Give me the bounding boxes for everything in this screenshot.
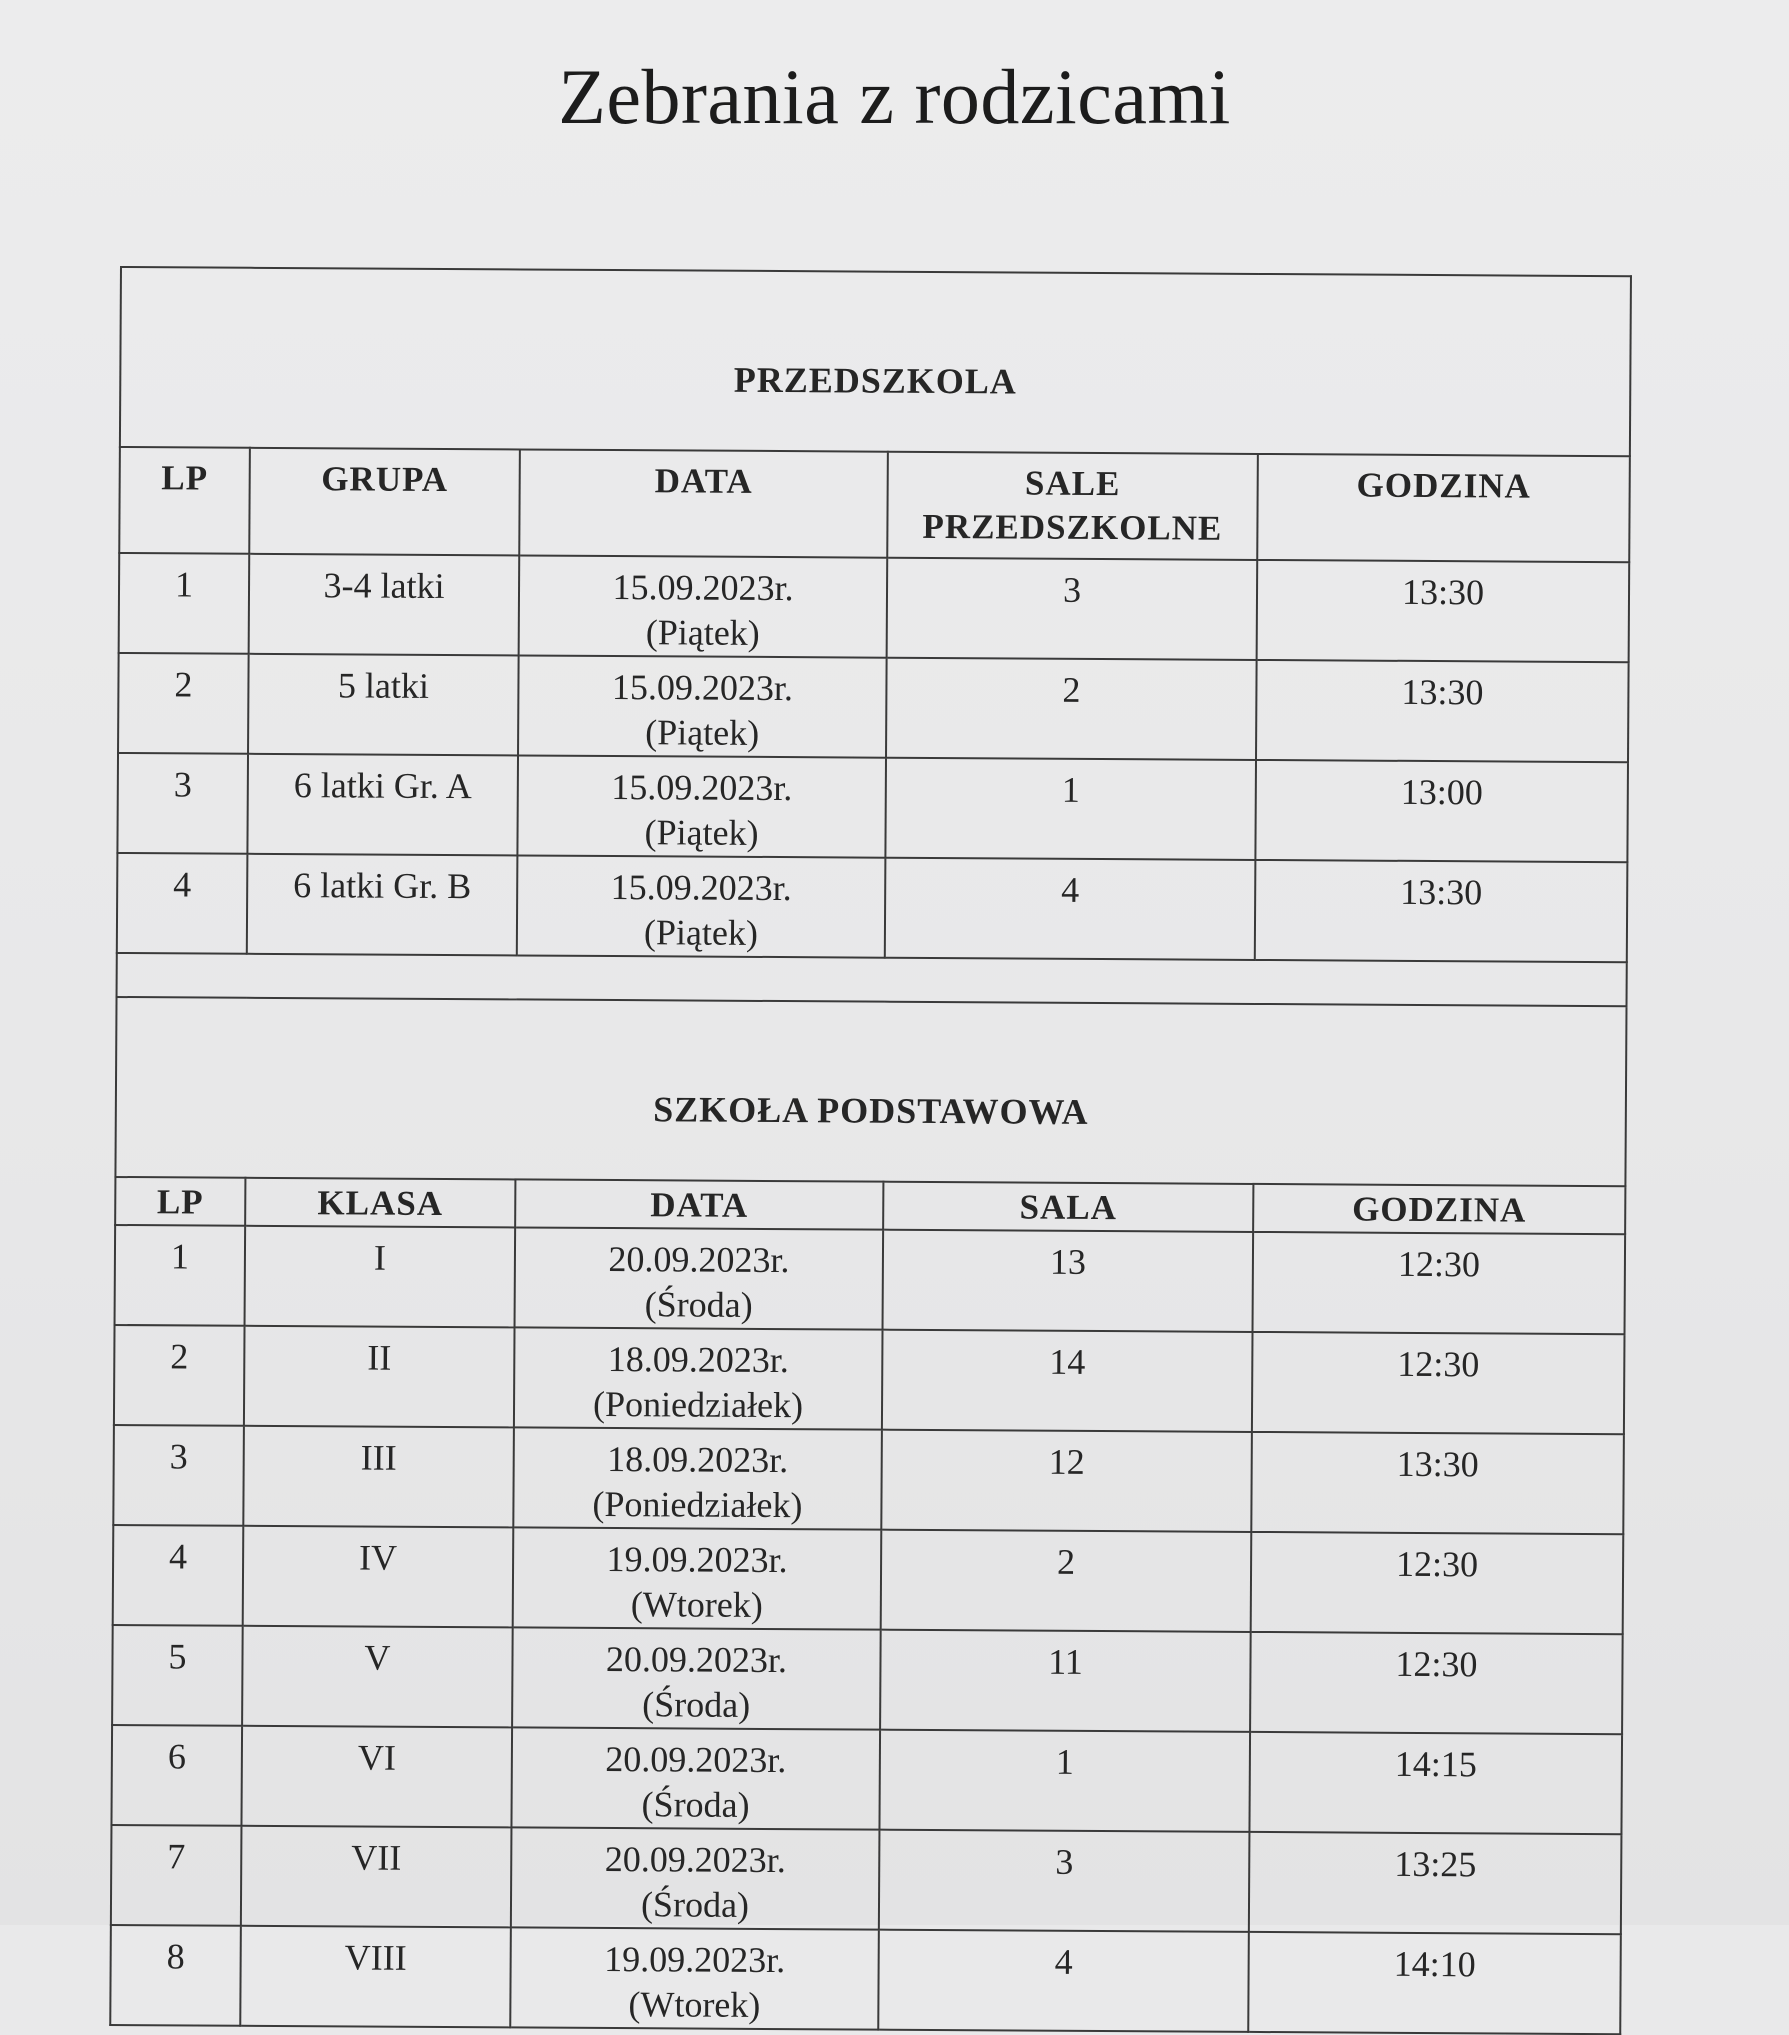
- meeting-date: [514, 1327, 883, 1429]
- group-name: 5 latki: [248, 654, 519, 756]
- room-number: 11: [880, 1630, 1251, 1732]
- meeting-date: [511, 1727, 880, 1829]
- meeting-date: [519, 555, 888, 657]
- weekday-text: (Poniedziałek): [592, 1383, 804, 1426]
- weekday-text: (Poniedziałek): [592, 1483, 803, 1526]
- weekday-text: (Środa): [641, 1784, 750, 1825]
- row-number: 3: [117, 753, 248, 854]
- date-text: 20.09.2023r.: [604, 1838, 786, 1881]
- group-name: 6 latki Gr. B: [247, 854, 518, 956]
- date-text: 18.09.2023r.: [607, 1339, 789, 1381]
- meeting-time: 12:30: [1250, 1632, 1623, 1734]
- row-number: 3: [113, 1425, 244, 1526]
- room-number: 1: [885, 758, 1256, 860]
- room-number: 13: [883, 1230, 1254, 1332]
- meeting-date: [511, 1827, 880, 1929]
- room-number: 3: [879, 1830, 1250, 1932]
- room-number: 4: [885, 858, 1256, 960]
- row-number: 2: [114, 1325, 245, 1426]
- row-number: 8: [110, 1925, 241, 2026]
- schedule-table: [109, 266, 1632, 2035]
- meeting-time: 13:25: [1249, 1832, 1622, 1934]
- weekday-text: (Piątek): [645, 612, 760, 653]
- row-number: 4: [113, 1525, 244, 1626]
- meeting-date: [517, 855, 886, 957]
- room-number: 12: [881, 1430, 1252, 1532]
- preschool-col-header: GRUPA: [249, 448, 520, 556]
- meeting-date: [512, 1627, 881, 1729]
- school-table-row: [110, 1925, 1621, 2034]
- weekday-text: (Wtorek): [630, 1584, 763, 1625]
- meeting-time: 12:30: [1252, 1332, 1625, 1434]
- preschool-col-header: DATA: [519, 449, 888, 557]
- school-heading: SZKOŁA PODSTAWOWA: [115, 997, 1626, 1186]
- preschool-table-row: [118, 653, 1629, 762]
- meeting-time: 13:00: [1255, 760, 1628, 862]
- date-text: 20.09.2023r.: [605, 1638, 788, 1681]
- meeting-date: [513, 1427, 882, 1529]
- room-number: 2: [886, 658, 1257, 760]
- school-col-header: LP: [115, 1177, 245, 1226]
- row-number: 1: [115, 1225, 246, 1326]
- school-col-header: DATA: [515, 1179, 883, 1229]
- weekday-text: (Środa): [644, 1284, 753, 1325]
- meeting-date: [515, 1227, 884, 1329]
- room-number: 1: [879, 1730, 1250, 1832]
- room-number: 14: [882, 1330, 1253, 1432]
- school-col-header: SALA: [883, 1182, 1253, 1232]
- page-title: Zebrania z rodzicami: [558, 53, 1231, 140]
- room-number: 3: [887, 558, 1258, 660]
- group-name: 6 latki Gr. A: [247, 754, 518, 856]
- meeting-time: 12:30: [1251, 1532, 1624, 1634]
- preschool-heading: PRZEDSZKOLA: [120, 267, 1631, 456]
- room-number: 2: [881, 1530, 1252, 1632]
- class-name: I: [245, 1226, 516, 1328]
- row-number: 6: [111, 1725, 242, 1826]
- meeting-time: 13:30: [1256, 660, 1629, 762]
- weekday-text: (Piątek): [645, 712, 760, 753]
- weekday-text: (Środa): [642, 1684, 751, 1725]
- schedule-document: [109, 266, 1630, 2035]
- class-name: VII: [241, 1826, 512, 1928]
- meeting-time: 13:30: [1251, 1432, 1624, 1534]
- row-number: 5: [112, 1625, 243, 1726]
- weekday-text: (Wtorek): [628, 1984, 761, 2025]
- school-table-row: [113, 1525, 1624, 1634]
- class-name: III: [243, 1426, 514, 1528]
- date-text: 15.09.2023r.: [611, 767, 793, 809]
- weekday-text: (Piątek): [644, 812, 759, 853]
- school-table-row: [114, 1325, 1625, 1434]
- row-number: 2: [118, 653, 249, 754]
- meeting-date: [513, 1527, 882, 1629]
- row-number: 4: [117, 853, 248, 954]
- preschool-table-row: [117, 753, 1628, 862]
- meeting-time: 12:30: [1253, 1232, 1626, 1334]
- date-text: 20.09.2023r.: [605, 1738, 787, 1781]
- class-name: II: [244, 1326, 515, 1428]
- school-col-header: GODZINA: [1253, 1184, 1625, 1234]
- date-text: 15.09.2023r.: [610, 867, 792, 909]
- class-name: VI: [241, 1726, 512, 1828]
- meeting-time: 14:10: [1248, 1932, 1621, 2034]
- preschool-col-header: GODZINA: [1257, 454, 1630, 562]
- row-number: 1: [119, 553, 250, 654]
- room-number: 4: [878, 1930, 1249, 2032]
- meeting-date: [510, 1927, 879, 2029]
- group-name: 3-4 latki: [249, 554, 520, 656]
- date-text: 19.09.2023r.: [604, 1938, 786, 1981]
- date-text: 18.09.2023r.: [607, 1438, 789, 1481]
- preschool-column-headers: [119, 447, 1630, 562]
- meeting-time: 13:30: [1255, 860, 1628, 962]
- school-table-row: [115, 1225, 1626, 1334]
- weekday-text: (Piątek): [643, 912, 759, 953]
- class-name: V: [242, 1626, 513, 1728]
- meeting-date: [518, 655, 887, 757]
- preschool-table-row: [119, 553, 1630, 662]
- class-name: VIII: [240, 1926, 511, 2028]
- school-table-row: [111, 1725, 1622, 1834]
- school-table-row: [112, 1625, 1623, 1734]
- school-table-row: [113, 1425, 1624, 1534]
- schedule-table-body: [110, 267, 1631, 2034]
- meeting-time: 14:15: [1249, 1732, 1622, 1834]
- row-number: 7: [111, 1825, 242, 1926]
- date-text: 19.09.2023r.: [606, 1538, 788, 1581]
- meeting-time: 13:30: [1257, 560, 1630, 662]
- school-col-header: KLASA: [245, 1178, 515, 1228]
- date-text: 15.09.2023r.: [611, 667, 794, 709]
- date-text: 15.09.2023r.: [612, 567, 794, 609]
- weekday-text: (Środa): [640, 1884, 750, 1925]
- preschool-col-header: LP: [119, 447, 250, 554]
- school-table-row: [111, 1825, 1622, 1934]
- preschool-col-header: SALE PRZEDSZKOLNE: [887, 452, 1258, 560]
- class-name: IV: [243, 1526, 514, 1628]
- meeting-date: [517, 755, 886, 857]
- date-text: 20.09.2023r.: [608, 1239, 790, 1281]
- preschool-table-row: [117, 853, 1628, 962]
